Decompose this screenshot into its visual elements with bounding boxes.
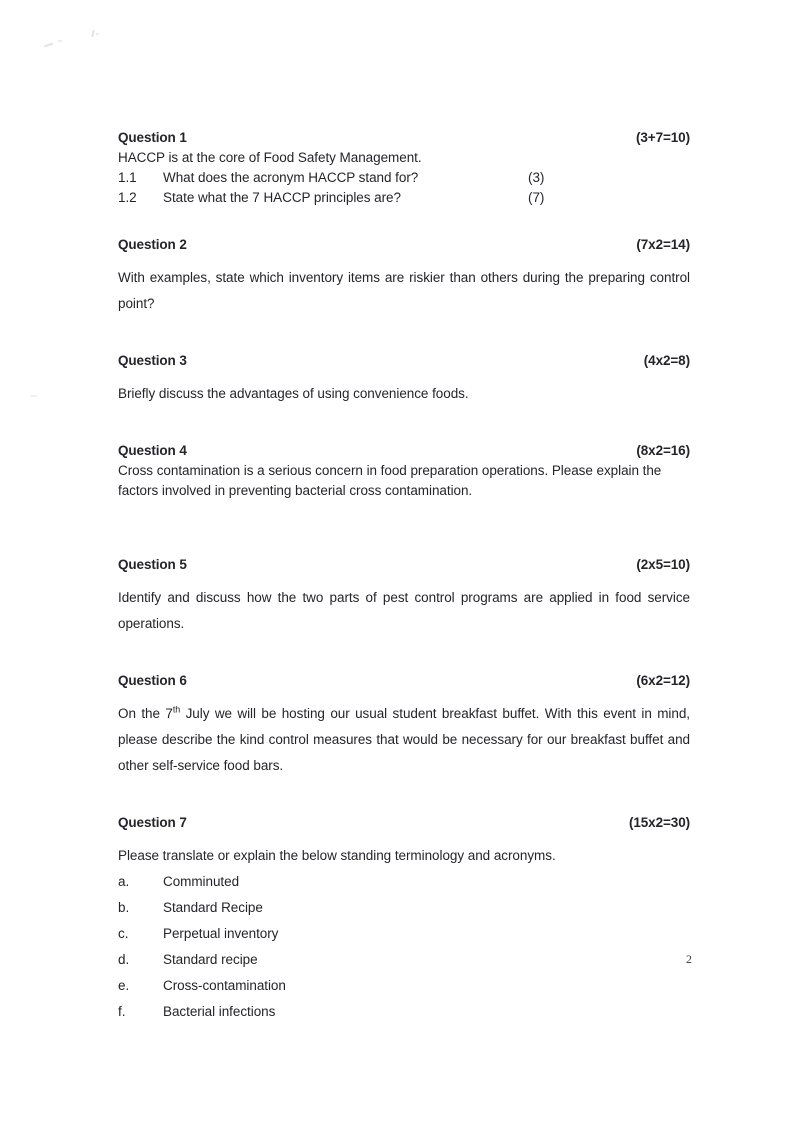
question-3-marks: (4x2=8) bbox=[643, 353, 690, 368]
list-item bbox=[118, 869, 690, 895]
list-item bbox=[118, 947, 690, 973]
question-6-heading bbox=[118, 671, 690, 691]
list-item bbox=[118, 999, 690, 1025]
question-block-5 bbox=[118, 555, 690, 637]
list-item bbox=[118, 921, 690, 947]
question-6-body-suffix: July we will be hosting our usual student breakfast buffet. With this event in mind, please describe the kind control measures that would be necessary for our breakfast buffet and other self-service food bars. bbox=[118, 706, 690, 773]
question-2-title: Question 2 bbox=[118, 237, 187, 252]
subquestion-1-1 bbox=[118, 168, 690, 188]
question-block-4 bbox=[118, 441, 690, 501]
list-item-label: Bacterial infections bbox=[163, 1004, 276, 1019]
list-item-marker: b. bbox=[118, 900, 130, 915]
scan-artifact-speck bbox=[96, 33, 99, 35]
spacer bbox=[118, 575, 690, 585]
spacer bbox=[118, 371, 690, 381]
question-6-body-prefix: On the 7 bbox=[118, 706, 173, 721]
list-item-label: Cross-contamination bbox=[163, 978, 286, 993]
spacer bbox=[118, 833, 690, 843]
spacer bbox=[118, 255, 690, 265]
spacer bbox=[118, 779, 690, 813]
spacer bbox=[118, 637, 690, 671]
subquestion-1-1-text: What does the acronym HACCP stand for? bbox=[163, 170, 419, 185]
subquestion-1-2-number: 1.2 bbox=[118, 190, 137, 205]
question-2-heading bbox=[118, 235, 690, 255]
question-5-title: Question 5 bbox=[118, 557, 187, 572]
list-item-marker: e. bbox=[118, 978, 130, 993]
list-item-label: Standard recipe bbox=[163, 952, 258, 967]
page-number: 2 bbox=[686, 952, 692, 966]
subquestion-1-1-number: 1.1 bbox=[118, 170, 137, 185]
question-3-heading bbox=[118, 351, 690, 371]
question-2-marks: (7x2=14) bbox=[636, 237, 690, 252]
question-4-heading bbox=[118, 441, 690, 461]
question-1-intro: HACCP is at the core of Food Safety Management. bbox=[118, 150, 422, 165]
list-item bbox=[118, 973, 690, 999]
spacer bbox=[118, 317, 690, 351]
question-block-3 bbox=[118, 351, 690, 407]
list-item bbox=[118, 895, 690, 921]
question-1-marks: (3+7=10) bbox=[636, 130, 690, 145]
exam-questions-body bbox=[118, 128, 690, 1025]
list-item-marker: c. bbox=[118, 926, 129, 941]
spacer bbox=[118, 407, 690, 441]
list-item-label: Standard Recipe bbox=[163, 900, 263, 915]
question-5-body: Identify and discuss how the two parts of pest control programs are applied in food service operations. bbox=[118, 590, 690, 631]
scan-artifact-speck bbox=[58, 40, 62, 43]
subquestion-1-2-text: State what the 7 HACCP principles are? bbox=[163, 190, 401, 205]
question-7-title: Question 7 bbox=[118, 815, 187, 830]
list-item-marker: d. bbox=[118, 952, 130, 967]
question-5-marks: (2x5=10) bbox=[636, 557, 690, 572]
question-block-7 bbox=[118, 813, 690, 1025]
list-item-label: Perpetual inventory bbox=[163, 926, 279, 941]
question-6-body bbox=[118, 701, 690, 779]
question-6-title: Question 6 bbox=[118, 673, 187, 688]
question-7-intro: Please translate or explain the below standing terminology and acronyms. bbox=[118, 848, 556, 863]
question-6-marks: (6x2=12) bbox=[636, 673, 690, 688]
scan-artifact-speck bbox=[91, 30, 94, 37]
question-3-title: Question 3 bbox=[118, 353, 187, 368]
question-7-marks: (15x2=30) bbox=[628, 815, 690, 830]
question-1-heading bbox=[118, 128, 690, 148]
question-7-heading bbox=[118, 813, 690, 833]
subquestion-1-2-marks: (7) bbox=[528, 190, 545, 205]
question-3-body: Briefly discuss the advantages of using convenience foods. bbox=[118, 386, 469, 401]
question-block-2 bbox=[118, 235, 690, 317]
spacer bbox=[118, 535, 690, 555]
spacer bbox=[118, 501, 690, 535]
scan-artifact-speck bbox=[30, 395, 37, 397]
list-item-marker: a. bbox=[118, 874, 130, 889]
question-4-body: Cross contamination is a serious concern in food preparation operations. Please explain the factors involved in preventing bacterial cross contamination. bbox=[118, 463, 662, 498]
question-block-6 bbox=[118, 671, 690, 779]
question-block-1 bbox=[118, 128, 690, 208]
list-item-label: Comminuted bbox=[163, 874, 240, 889]
question-4-marks: (8x2=16) bbox=[636, 443, 690, 458]
spacer bbox=[118, 691, 690, 701]
subquestion-1-1-marks: (3) bbox=[528, 170, 545, 185]
question-4-title: Question 4 bbox=[118, 443, 187, 458]
question-5-heading bbox=[118, 555, 690, 575]
list-item-marker: f. bbox=[118, 1004, 126, 1019]
question-1-title: Question 1 bbox=[118, 130, 187, 145]
subquestion-1-2 bbox=[118, 188, 690, 208]
scan-artifact-speck bbox=[44, 43, 53, 48]
question-2-body: With examples, state which inventory items are riskier than others during the preparing control point? bbox=[118, 270, 690, 311]
question-6-ordinal-suffix: th bbox=[172, 704, 181, 715]
spacer bbox=[118, 208, 690, 235]
